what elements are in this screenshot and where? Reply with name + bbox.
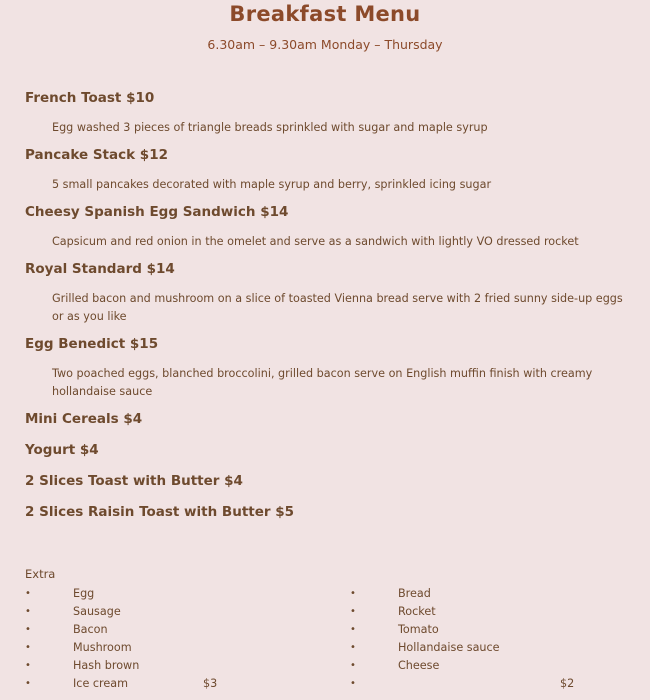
extra-item <box>350 639 630 657</box>
extra-item <box>25 621 325 639</box>
extra-price: $3 <box>203 677 218 690</box>
extra-item-name: Cheese <box>398 659 440 672</box>
menu-item <box>25 440 635 460</box>
extra-item <box>25 657 325 675</box>
menu-item-name: Yogurt $4 <box>25 442 99 458</box>
extra-item-name: Bread <box>398 587 431 600</box>
extra-price: $2 <box>560 677 575 690</box>
bullet-icon: • <box>350 660 356 671</box>
extra-item-name: Egg <box>73 587 95 600</box>
extra-item-name: Ice cream <box>73 677 129 690</box>
menu-item-name: Pancake Stack $12 <box>25 147 168 163</box>
menu-item-name: Egg Benedict $15 <box>25 336 159 352</box>
bullet-icon: • <box>25 660 31 671</box>
extra-item-name: Tomato <box>398 623 439 636</box>
extra-item <box>350 657 630 675</box>
menu-item <box>25 334 635 401</box>
extra-item <box>25 585 325 603</box>
extra-item-name: Mushroom <box>73 641 132 654</box>
menu-item-description: Egg washed 3 pieces of triangle breads sprinkled with sugar and maple syrup <box>52 121 488 134</box>
menu-item-description: 5 small pancakes decorated with maple syrup and berry, sprinkled icing sugar <box>52 178 492 191</box>
extra-item-name: Sausage <box>73 605 121 618</box>
extra-item-name: Bacon <box>73 623 108 636</box>
extra-item-name: Hollandaise sauce <box>398 641 500 654</box>
extra-item <box>25 603 325 621</box>
extras-heading: Extra <box>25 567 56 581</box>
bullet-icon: • <box>25 606 31 617</box>
menu-item-description: Two poached eggs, blanched broccolini, grilled bacon serve on English muffin finish with creamy hollandaise sauce <box>52 367 593 398</box>
extra-item <box>25 675 325 693</box>
menu-item <box>25 409 635 429</box>
bullet-icon: • <box>25 642 31 653</box>
extra-item <box>350 585 630 603</box>
menu-item-name: Cheesy Spanish Egg Sandwich $14 <box>25 204 289 220</box>
extras-list-left <box>25 585 325 693</box>
bullet-icon: • <box>350 588 356 599</box>
menu-title: Breakfast Menu <box>229 2 421 26</box>
bullet-icon: • <box>25 678 31 689</box>
extra-item <box>350 621 630 639</box>
menu-list <box>25 88 635 533</box>
bullet-icon: • <box>350 642 356 653</box>
menu-item <box>25 145 635 194</box>
bullet-icon: • <box>350 624 356 635</box>
menu-item <box>25 471 635 491</box>
menu-item-name: Royal Standard $14 <box>25 261 175 277</box>
menu-item <box>25 202 635 251</box>
menu-item-name: Mini Cereals $4 <box>25 411 143 427</box>
menu-item <box>25 502 635 522</box>
menu-item-name: French Toast $10 <box>25 90 155 106</box>
extra-item <box>25 639 325 657</box>
menu-item <box>25 259 635 326</box>
bullet-icon: • <box>350 606 356 617</box>
extra-item <box>350 603 630 621</box>
menu-item-description: Grilled bacon and mushroom on a slice of toasted Vienna bread serve with 2 fried sunny side-up eggs or as you like <box>52 292 623 323</box>
menu-item-description: Capsicum and red onion in the omelet and serve as a sandwich with lightly VO dressed rocket <box>52 235 579 248</box>
extra-item <box>350 675 630 693</box>
extra-item-name: Hash brown <box>73 659 140 672</box>
bullet-icon: • <box>350 678 356 689</box>
menu-item-name: 2 Slices Toast with Butter $4 <box>25 473 243 489</box>
extras-list-right <box>350 585 630 693</box>
bullet-icon: • <box>25 624 31 635</box>
menu-item-name: 2 Slices Raisin Toast with Butter $5 <box>25 504 295 520</box>
service-hours: 6.30am – 9.30am Monday – Thursday <box>207 37 443 52</box>
menu-item <box>25 88 635 137</box>
bullet-icon: • <box>25 588 31 599</box>
extra-item-name: Rocket <box>398 605 436 618</box>
